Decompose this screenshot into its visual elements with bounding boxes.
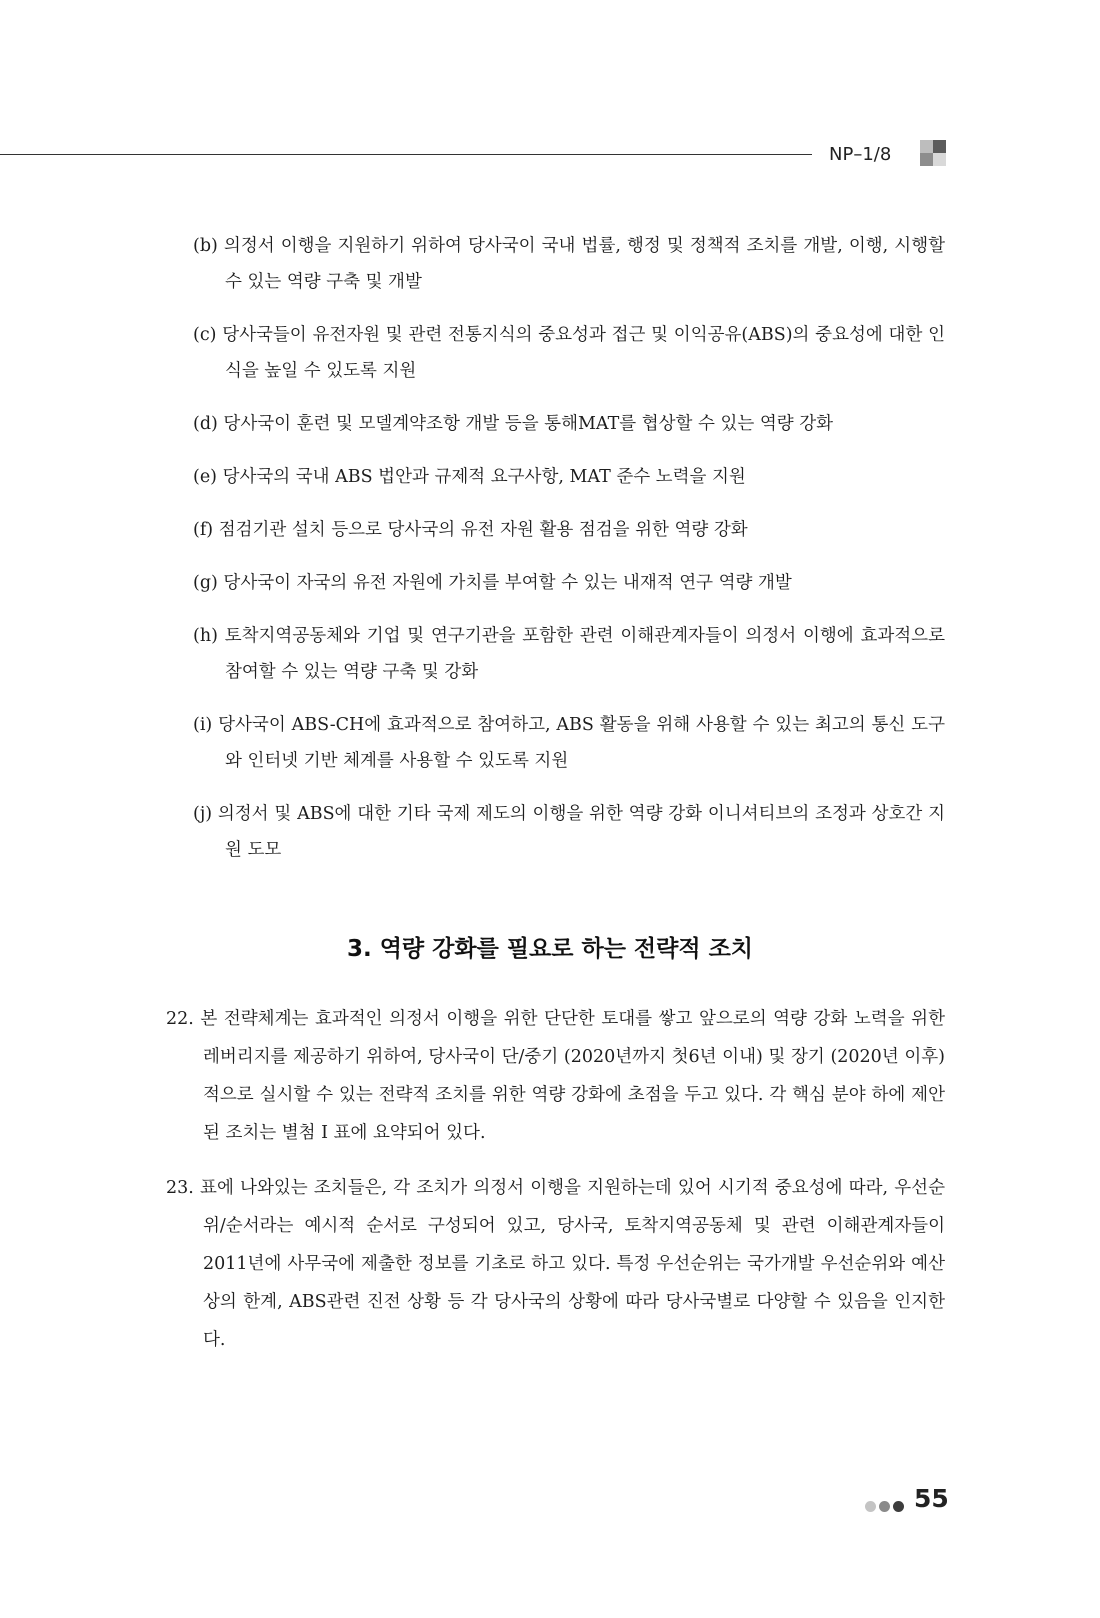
document-code: NP–1/8 (829, 144, 892, 165)
body-paragraphs (166, 1000, 945, 1376)
list-item: (g) 당사국이 자국의 유전 자원에 가치를 부여할 수 있는 내재적 연구 역량 개발 (193, 573, 792, 593)
page-number: 55 (914, 1484, 949, 1513)
page-dots-icon (865, 1497, 907, 1516)
list-item: (c) 당사국들이 유전자원 및 관련 전통지식의 중요성과 접근 및 이익공유(ABS)의 중요성에 대한 인식을 높일 수 있도록 지원 (193, 325, 945, 381)
list-item: (e) 당사국의 국내 ABS 법안과 규제적 요구사항, MAT 준수 노력을 지원 (193, 467, 746, 487)
section-title: 3. 역량 강화를 필요로 하는 전략적 조치 (346, 936, 754, 962)
header-square-mark-icon (920, 140, 946, 166)
paragraph-23: 23. 표에 나와있는 조치들은, 각 조치가 의정서 이행을 지원하는데 있어 시기적 중요성에 따라, 우선순위/순서라는 예시적 순서로 구성되어 있고, 당사국, 토착지역공동체 및 관련 이해관계자들이 2011년에 사무국에 제출한 정보를 기초로 하고 있다. 특정 우선순위는 국가개발 우선순위와 예산상의 한계, ABS관련 진전 상황 등 각 당사국의 상황에 따라 당사국별로 다양할 수 있음을 인지한다. (166, 1178, 945, 1350)
paragraph-22: 22. 본 전략체계는 효과적인 의정서 이행을 위한 단단한 토대를 쌓고 앞으로의 역량 강화 노력을 위한 레버리지를 제공하기 위하여, 당사국이 단/중기 (2020년까지 첫6년 이내) 및 장기 (2020년 이후)적으로 실시할 수 있는 전략적 조치를 위한 역량 강화에 초점을 두고 있다. 각 핵심 분야 하에 제안된 조치는 별첨 I 표에 요약되어 있다. (166, 1009, 945, 1143)
list-item: (d) 당사국이 훈련 및 모델계약조항 개발 등을 통해MAT를 협상할 수 있는 역량 강화 (193, 414, 834, 434)
list-item: (b) 의정서 이행을 지원하기 위하여 당사국이 국내 법률, 행정 및 정책적 조치를 개발, 이행, 시행할 수 있는 역량 구축 및 개발 (193, 236, 945, 292)
header-rule (0, 154, 812, 155)
list-item: (j) 의정서 및 ABS에 대한 기타 국제 제도의 이행을 위한 역량 강화 이니셔티브의 조정과 상호간 지원 도모 (193, 804, 945, 860)
list-item: (i) 당사국이 ABS-CH에 효과적으로 참여하고, ABS 활동을 위해 사용할 수 있는 최고의 통신 도구와 인터넷 기반 체계를 사용할 수 있도록 지원 (193, 715, 945, 771)
list-item: (f) 점검기관 설치 등으로 당사국의 유전 자원 활용 점검을 위한 역량 강화 (193, 520, 748, 540)
list-item: (h) 토착지역공동체와 기업 및 연구기관을 포함한 관련 이해관계자들이 의정서 이행에 효과적으로 참여할 수 있는 역량 구축 및 강화 (193, 626, 945, 682)
capacity-measures-list (193, 228, 945, 885)
